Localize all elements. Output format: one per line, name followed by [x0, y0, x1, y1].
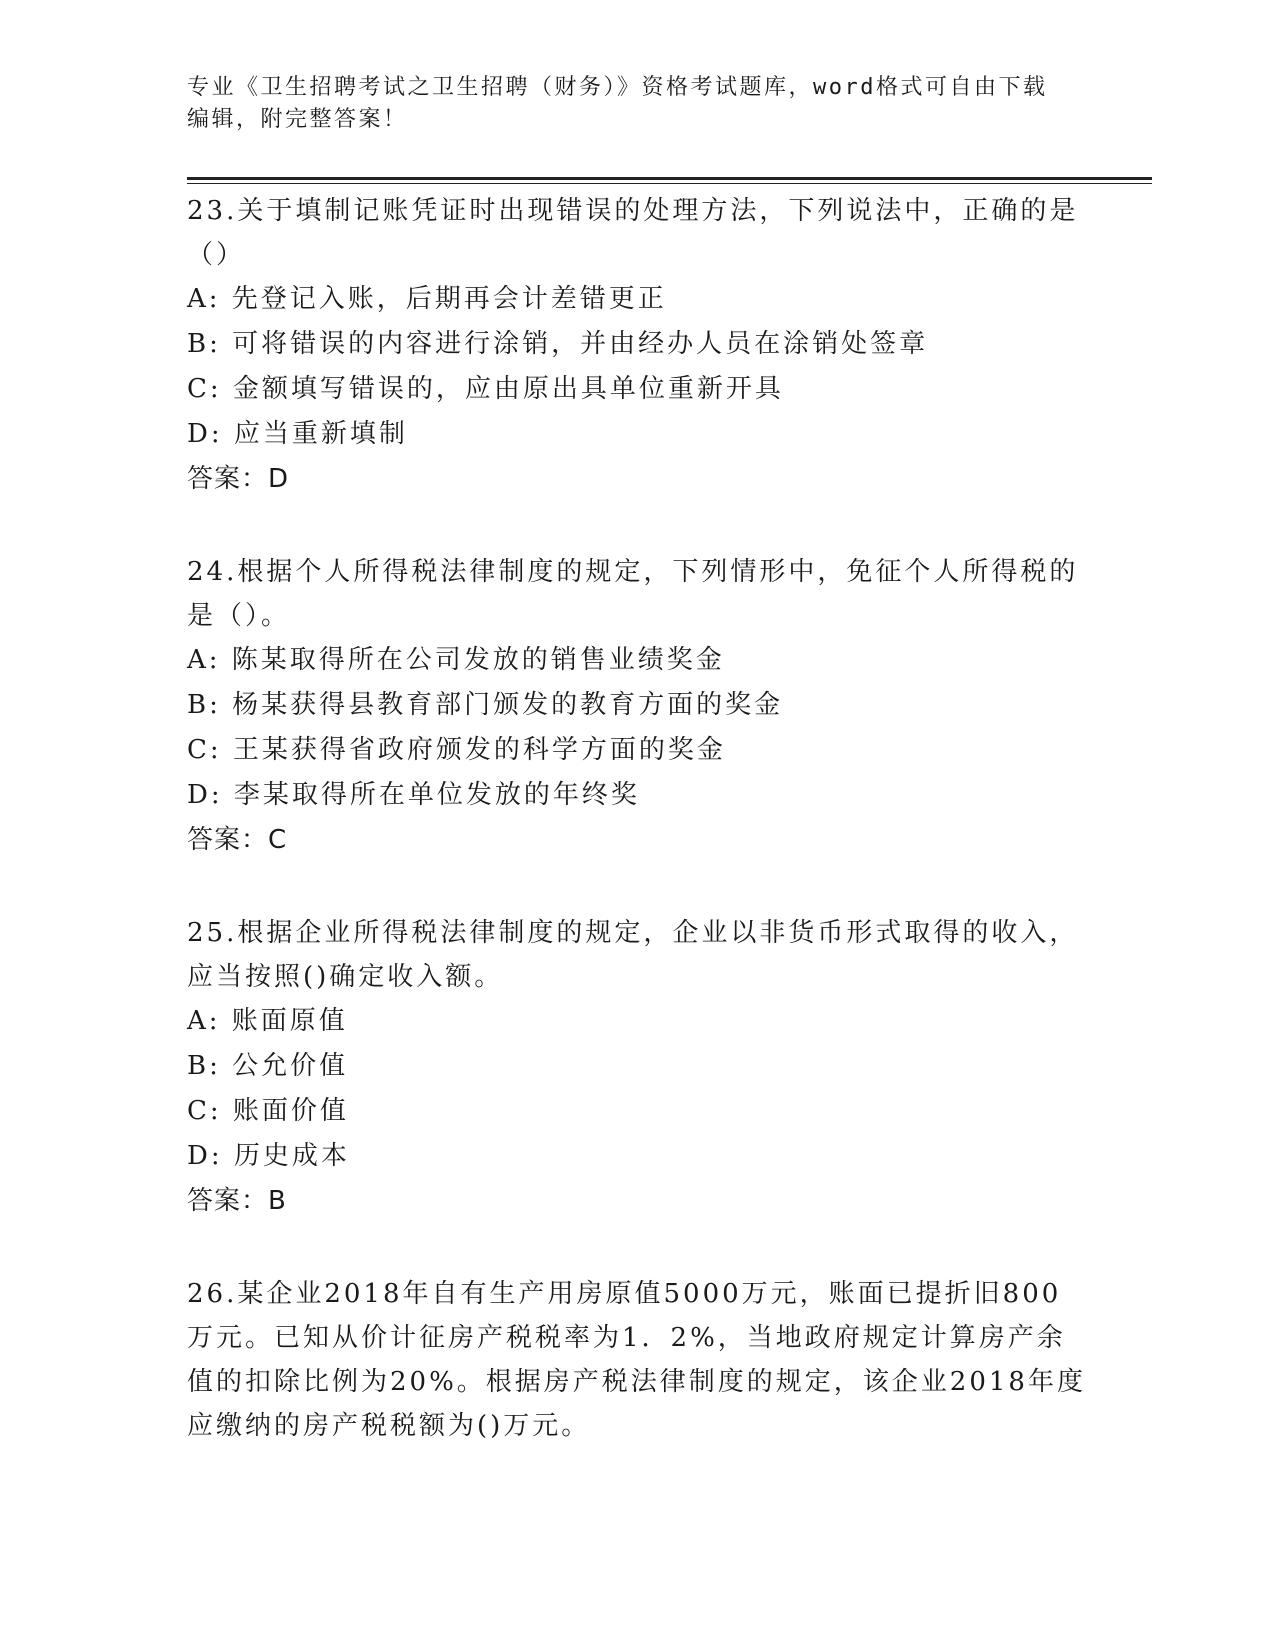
option-b: B: 可将错误的内容进行涂销，并由经办人员在涂销处签章	[187, 329, 929, 359]
option-b: B: 公允价值	[187, 1051, 349, 1081]
question-26	[187, 1272, 1087, 1448]
question-23	[187, 189, 1087, 502]
option-c: C: 账面价值	[187, 1096, 349, 1126]
option-d: D: 李某取得所在单位发放的年终奖	[187, 780, 640, 810]
question-text: 25.根据企业所得税法律制度的规定，企业以非货币形式取得的收入，应当按照()确定收入额。	[187, 918, 1079, 992]
option-d: D: 历史成本	[187, 1141, 350, 1171]
answer: 答案：B	[187, 1186, 287, 1216]
option-d: D: 应当重新填制	[187, 419, 408, 449]
option-a: A: 陈某取得所在公司发放的销售业绩奖金	[187, 645, 725, 675]
spacer	[187, 863, 1087, 911]
question-24	[187, 550, 1087, 863]
spacer	[187, 1224, 1087, 1272]
question-text: 24.根据个人所得税法律制度的规定，下列情形中，免征个人所得税的是（）。	[187, 557, 1079, 631]
option-a: A: 账面原值	[187, 1006, 348, 1036]
option-b: B: 杨某获得县教育部门颁发的教育方面的奖金	[187, 690, 784, 720]
question-list	[187, 189, 1087, 1448]
document-header: 专业《卫生招聘考试之卫生招聘（财务）》资格考试题库，word格式可自由下载编辑，附完整答案！	[187, 75, 1048, 132]
question-text: 23.关于填制记账凭证时出现错误的处理方法，下列说法中，正确的是（）	[187, 196, 1079, 270]
question-text: 26.某企业2018年自有生产用房原值5000万元，账面已提折旧800万元。已知从价计征房产税税率为1．2%，当地政府规定计算房产余值的扣除比例为20%。根据房产税法律制度的规定，该企业2018年度应缴纳的房产税税额为()万元。	[187, 1279, 1086, 1441]
answer: 答案：D	[187, 464, 290, 494]
header-divider-thin	[187, 183, 1152, 184]
option-a: A: 先登记入账，后期再会计差错更正	[187, 284, 667, 314]
answer: 答案：C	[187, 825, 288, 855]
spacer	[187, 502, 1087, 550]
header-divider-thick	[187, 177, 1152, 180]
option-c: C: 金额填写错误的，应由原出具单位重新开具	[187, 374, 784, 404]
question-25	[187, 911, 1087, 1224]
option-c: C: 王某获得省政府颁发的科学方面的奖金	[187, 735, 726, 765]
